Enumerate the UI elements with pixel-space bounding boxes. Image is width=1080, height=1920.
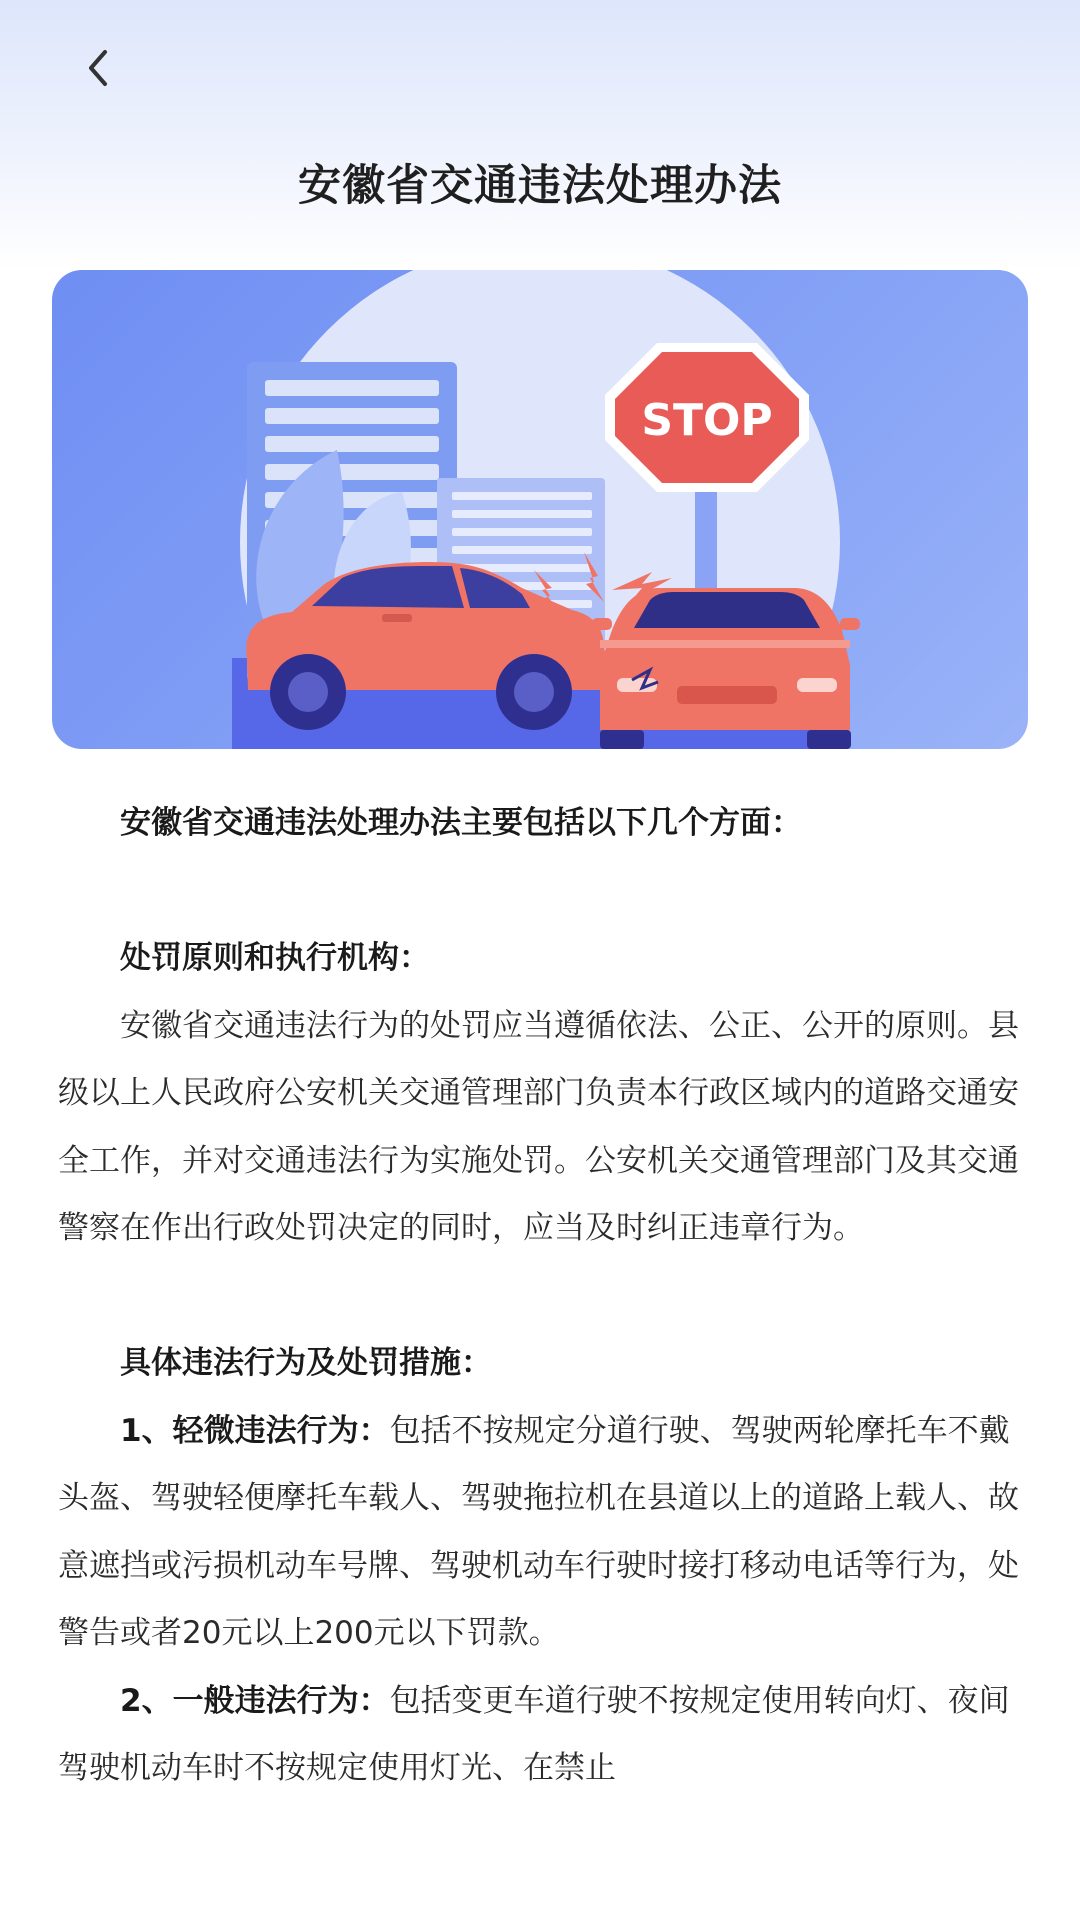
- item1-label: 1、轻微违法行为：: [120, 1412, 390, 1449]
- item2-label: 2、一般违法行为：: [120, 1682, 390, 1719]
- section2-item1: [58, 1398, 1022, 1668]
- stop-sign-text: STOP: [641, 395, 773, 446]
- chevron-left-icon: [81, 46, 115, 94]
- paragraph-gap: [58, 858, 1022, 926]
- paragraph-gap: [58, 1263, 1022, 1331]
- back-button[interactable]: [66, 38, 130, 102]
- car-right-icon: [592, 588, 860, 749]
- page-title: 安徽省交通违法处理办法: [298, 161, 782, 211]
- item2-text: 包括变更车道行驶不按规定使用转向灯、夜间驾驶机动车时不按规定使用灯光、在禁止: [58, 1682, 1010, 1786]
- section1-heading: 处罚原则和执行机构：: [120, 940, 430, 976]
- item1-text: 包括不按规定分道行驶、驾驶两轮摩托车不戴头盔、驾驶轻便摩托车载人、驾驶拖拉机在县道以上的道路上载人、故意遮挡或污损机动车号牌、驾驶机动车行驶时接打移动电话等行为，处警告或者20元以上200元以下罚款。: [58, 1412, 1019, 1651]
- section2-heading: 具体违法行为及处罚措施：: [120, 1345, 492, 1381]
- header: [0, 0, 1080, 270]
- article-intro: 安徽省交通违法处理办法主要包括以下几个方面：: [120, 805, 802, 841]
- section1-body: 安徽省交通违法行为的处罚应当遵循依法、公正、公开的原则。县级以上人民政府公安机关交通管理部门负责本行政区域内的道路交通安全工作，并对交通违法行为实施处罚。公安机关交通管理部门及其交通警察在作出行政处罚决定的同时，应当及时纠正违章行为。: [58, 1007, 1019, 1246]
- section2-item2: [58, 1668, 1022, 1803]
- article-content: [58, 790, 1022, 1803]
- banner-illustration: [52, 270, 1028, 749]
